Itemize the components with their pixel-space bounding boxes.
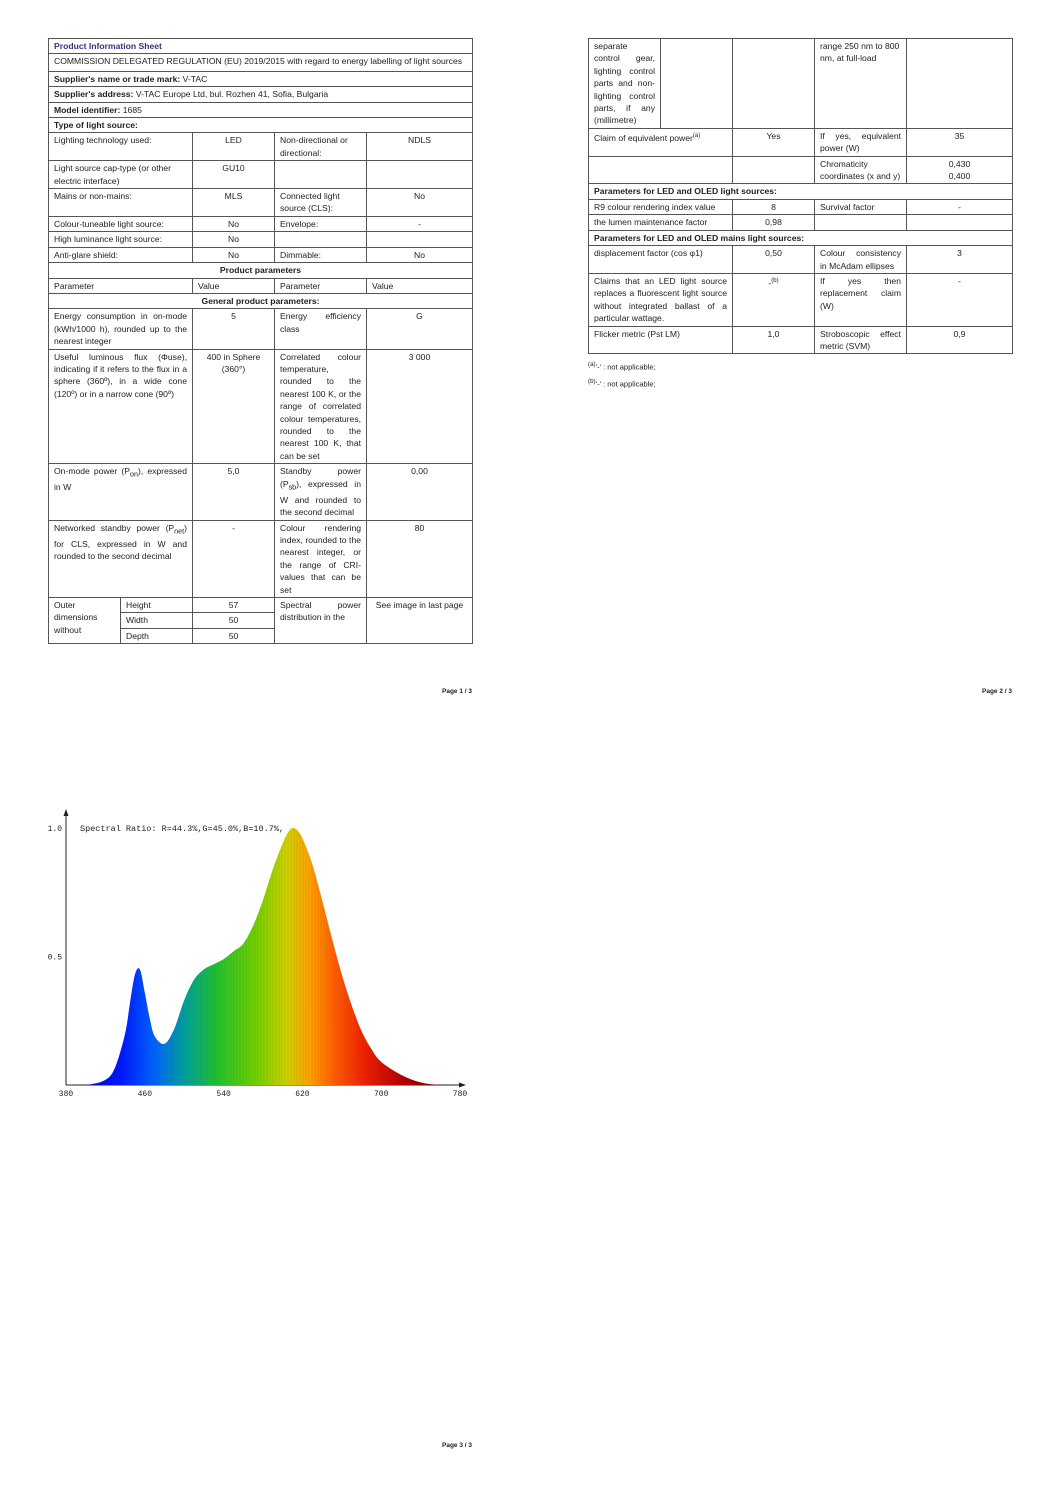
general-params-heading: General product parameters: bbox=[49, 293, 473, 308]
page-title: Product Information Sheet bbox=[49, 39, 473, 54]
param-label: Spectral power distribution in the bbox=[275, 597, 367, 643]
param-label: Flicker metric (Pst LM) bbox=[589, 326, 733, 354]
param-label bbox=[49, 520, 193, 597]
table-row bbox=[49, 464, 473, 520]
param-value: LED bbox=[193, 133, 275, 161]
spectrum-area bbox=[66, 828, 460, 1085]
param-value: MLS bbox=[193, 189, 275, 217]
footnote-mark: (b) bbox=[588, 377, 596, 385]
type-heading: Type of light source: bbox=[49, 118, 473, 133]
param-label: displacement factor (cos φ1) bbox=[589, 246, 733, 274]
x-tick-label: 700 bbox=[373, 1090, 389, 1099]
param-value bbox=[367, 232, 473, 247]
param-label: R9 colour rendering index value bbox=[589, 199, 733, 214]
param-value: NDLS bbox=[367, 133, 473, 161]
dimension-name: Depth bbox=[121, 628, 193, 643]
param-label: Connected light source (CLS): bbox=[275, 189, 367, 217]
footnote-b bbox=[588, 375, 1012, 392]
address-label: Supplier's address: bbox=[54, 89, 134, 100]
empty-cell bbox=[661, 39, 733, 129]
model-row bbox=[49, 102, 473, 117]
footnote-a bbox=[588, 358, 1012, 375]
address-row bbox=[49, 87, 473, 102]
footnote-mark: (a) bbox=[692, 132, 701, 139]
param-value: - bbox=[367, 216, 473, 231]
param-value: 0,00 bbox=[367, 464, 473, 520]
footnote-mark: (a) bbox=[588, 361, 596, 369]
param-label: If yes, equivalent power (W) bbox=[815, 128, 907, 156]
param-value: - bbox=[193, 520, 275, 597]
param-label bbox=[275, 464, 367, 520]
label-subscript: on bbox=[130, 470, 138, 479]
chroma-x: 0,430 bbox=[948, 158, 971, 169]
param-label: Colour-tuneable light source: bbox=[49, 216, 193, 231]
param-value: 8 bbox=[733, 199, 815, 214]
empty-cell bbox=[733, 39, 815, 129]
dimension-value: 57 bbox=[193, 597, 275, 612]
param-label: Energy consumption in on-mode (kWh/1000 h), rounded up to the nearest integer bbox=[49, 309, 193, 349]
x-tick-labels bbox=[59, 1090, 468, 1099]
param-value: 5,0 bbox=[193, 464, 275, 520]
param-value bbox=[367, 161, 473, 189]
led-params-heading: Parameters for LED and OLED light sources: bbox=[589, 184, 1013, 199]
param-value: - bbox=[907, 199, 1013, 214]
label-part: ) for CLS, expressed in W and rounded to the second decimal bbox=[54, 522, 187, 562]
table-row bbox=[589, 128, 1013, 156]
chart-title: Spectral Ratio: R=44.3%,G=45.0%,B=10.7%, bbox=[80, 824, 285, 834]
x-axis-arrow-icon bbox=[459, 1083, 466, 1088]
param-label: Light source cap-type (or other electric interface) bbox=[49, 161, 193, 189]
dimension-value: 50 bbox=[193, 628, 275, 643]
param-label: Anti-glare shield: bbox=[49, 247, 193, 262]
table-row bbox=[49, 133, 473, 161]
x-tick-label: 460 bbox=[137, 1090, 153, 1099]
param-value: Yes bbox=[733, 128, 815, 156]
param-value: 0,9 bbox=[907, 326, 1013, 354]
empty-cell bbox=[733, 156, 815, 184]
table-row bbox=[49, 247, 473, 262]
param-label bbox=[275, 232, 367, 247]
param-label: Envelope: bbox=[275, 216, 367, 231]
param-value: No bbox=[193, 232, 275, 247]
label-part: ), expressed in W bbox=[54, 466, 187, 493]
footnote-mark: (b) bbox=[771, 277, 779, 284]
param-label bbox=[49, 464, 193, 520]
supplier-value: V-TAC bbox=[182, 73, 208, 84]
param-label: Claims that an LED light source replaces a fluorescent light source without integrated ballast of a particular wattage. bbox=[589, 273, 733, 326]
supplier-row bbox=[49, 71, 473, 86]
table-row bbox=[49, 597, 473, 612]
info-table-page-2 bbox=[588, 38, 1013, 354]
table-row bbox=[589, 215, 1013, 230]
mains-params-heading: Parameters for LED and OLED mains light sources: bbox=[589, 230, 1013, 245]
column-header-row bbox=[49, 278, 473, 293]
table-row bbox=[589, 39, 1013, 129]
label-part: Networked standby power (P bbox=[54, 522, 175, 533]
dimension-value: 50 bbox=[193, 613, 275, 628]
product-params-heading: Product parameters bbox=[49, 263, 473, 278]
param-label: Correlated colour temperature, rounded to the nearest 100 K, or the range of correlated colour temperatures, rounded to the nearest 100 K, that can be set bbox=[275, 349, 367, 464]
table-row bbox=[589, 273, 1013, 326]
info-table-page-1 bbox=[48, 38, 473, 644]
dimension-name: Height bbox=[121, 597, 193, 612]
param-label bbox=[589, 128, 733, 156]
label-part: Standby power (P bbox=[280, 466, 361, 489]
table-row bbox=[49, 189, 473, 217]
param-label: Colour rendering index, rounded to the nearest integer, or the range of CRI-values that can be set bbox=[275, 520, 367, 597]
param-value: 0,98 bbox=[733, 215, 815, 230]
chroma-y: 0,400 bbox=[948, 171, 971, 182]
param-label: Non-directional or directional: bbox=[275, 133, 367, 161]
param-label: Colour consistency in McAdam ellipses bbox=[815, 246, 907, 274]
x-tick-label: 540 bbox=[216, 1090, 231, 1099]
param-label: Useful luminous flux (Φuse), indicating if it refers to the flux in a sphere (360º), in a wide cone (120º) or in a narrow cone (90º) bbox=[49, 349, 193, 464]
param-value: 400 in Sphere (360°) bbox=[193, 349, 275, 464]
regulation-text: COMMISSION DELEGATED REGULATION (EU) 2019/2015 with regard to energy labelling of light sources bbox=[49, 54, 473, 71]
x-tick-label: 780 bbox=[452, 1090, 468, 1099]
column-header: Parameter bbox=[49, 278, 193, 293]
table-row bbox=[49, 216, 473, 231]
param-label: High luminance light source: bbox=[49, 232, 193, 247]
dimensions-label: Outer dimensions without bbox=[49, 597, 121, 643]
param-label: Lighting technology used: bbox=[49, 133, 193, 161]
label-part: Claim of equivalent power bbox=[594, 132, 693, 143]
y-tick-labels bbox=[48, 825, 63, 963]
label-subscript: sb bbox=[288, 483, 297, 492]
param-value: 3 000 bbox=[367, 349, 473, 464]
column-header: Parameter bbox=[275, 278, 367, 293]
model-value: 1685 bbox=[122, 104, 142, 115]
param-value: No bbox=[367, 247, 473, 262]
param-value: No bbox=[193, 216, 275, 231]
supplier-label: Supplier's name or trade mark: bbox=[54, 73, 181, 84]
table-row bbox=[589, 156, 1013, 184]
param-value: G bbox=[367, 309, 473, 349]
label-part: On-mode power (P bbox=[54, 466, 131, 477]
param-label: If yes then replacement claim (W) bbox=[815, 273, 907, 326]
param-label: separate control gear, lighting control parts and non-lighting control parts, if any (millimetre) bbox=[589, 39, 661, 129]
param-value bbox=[733, 273, 815, 326]
y-axis-arrow-icon bbox=[64, 809, 69, 816]
param-label: Energy efficiency class bbox=[275, 309, 367, 349]
param-label: Chromaticity coordinates (x and y) bbox=[815, 156, 907, 184]
y-tick-label: 0.5 bbox=[47, 953, 62, 963]
x-tick-label: 380 bbox=[58, 1090, 74, 1099]
page-number: Page 2 / 3 bbox=[982, 688, 1012, 695]
column-header: Value bbox=[367, 278, 473, 293]
param-label: Dimmable: bbox=[275, 247, 367, 262]
page-number: Page 3 / 3 bbox=[442, 1442, 472, 1449]
footnote-text: '-' : not applicable; bbox=[595, 362, 656, 372]
value-part: - bbox=[768, 277, 772, 288]
param-value: 80 bbox=[367, 520, 473, 597]
x-tick-label: 620 bbox=[295, 1090, 310, 1099]
empty-cell bbox=[815, 215, 907, 230]
table-row bbox=[589, 246, 1013, 274]
y-tick-label: 1.0 bbox=[47, 825, 62, 834]
empty-cell bbox=[907, 215, 1013, 230]
address-value: V-TAC Europe Ltd, bul. Rozhen 41, Sofia, Bulgaria bbox=[135, 89, 329, 100]
table-row bbox=[49, 232, 473, 247]
table-row bbox=[49, 161, 473, 189]
column-header: Value bbox=[193, 278, 275, 293]
param-label: the lumen maintenance factor bbox=[589, 215, 733, 230]
empty-cell bbox=[907, 39, 1013, 129]
param-label bbox=[275, 161, 367, 189]
param-value: See image in last page bbox=[367, 597, 473, 643]
param-value: 35 bbox=[907, 128, 1013, 156]
param-value: No bbox=[193, 247, 275, 262]
dimension-name: Width bbox=[121, 613, 193, 628]
param-label: Mains or non-mains: bbox=[49, 189, 193, 217]
model-label: Model identifier: bbox=[54, 104, 121, 115]
param-value: GU10 bbox=[193, 161, 275, 189]
table-row bbox=[589, 326, 1013, 354]
table-row bbox=[49, 520, 473, 597]
param-value: - bbox=[907, 273, 1013, 326]
param-label: Stroboscopic effect metric (SVM) bbox=[815, 326, 907, 354]
param-value: 1,0 bbox=[733, 326, 815, 354]
footnote-text: '-' : not applicable; bbox=[595, 379, 656, 389]
spectral-distribution-chart bbox=[0, 800, 500, 1110]
table-row bbox=[589, 199, 1013, 214]
empty-cell bbox=[589, 156, 733, 184]
page-number: Page 1 / 3 bbox=[442, 688, 472, 695]
page-1 bbox=[48, 38, 472, 644]
label-part: ), expressed in W and rounded to the second decimal bbox=[280, 478, 361, 518]
page-2 bbox=[588, 38, 1012, 391]
param-value: No bbox=[367, 189, 473, 217]
param-label: Survival factor bbox=[815, 199, 907, 214]
param-value: 0,50 bbox=[733, 246, 815, 274]
table-row bbox=[49, 349, 473, 464]
param-value: 5 bbox=[193, 309, 275, 349]
label-subscript: net bbox=[174, 527, 185, 536]
param-value bbox=[907, 156, 1013, 184]
param-value: 3 bbox=[907, 246, 1013, 274]
param-label: range 250 nm to 800 nm, at full-load bbox=[815, 39, 907, 129]
table-row bbox=[49, 309, 473, 349]
